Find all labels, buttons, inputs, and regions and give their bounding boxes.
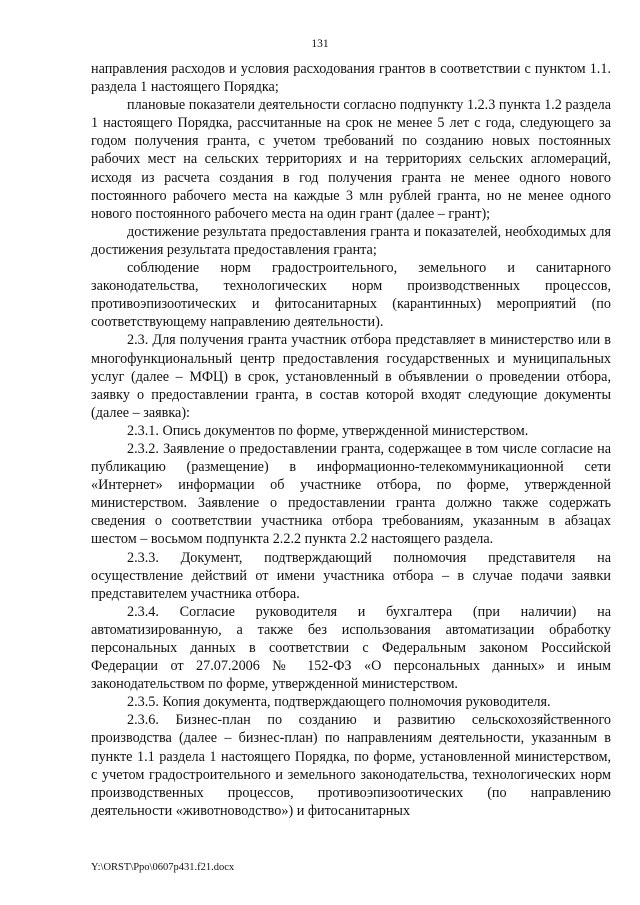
- paragraph: направления расходов и условия расходования грантов в соответствии с пунктом 1.1. раздела 1 настоящего Порядка;: [91, 61, 611, 96]
- paragraph: соблюдение норм градостроительного, земельного и санитарного законодательства, технологических норм производственных процессов, противоэпизоотических и фитосанитарных (карантинных) мероприятий (по соответствующему направлению деятельности).: [91, 260, 611, 331]
- paragraph: 2.3.5. Копия документа, подтверждающего полномочия руководителя.: [127, 694, 551, 711]
- footer-file-path: Y:\ORST\Ppo\0607p431.f21.docx: [91, 862, 235, 873]
- paragraph: достижение результата предоставления гранта и показателей, необходимых для достижения результата предоставления гранта;: [91, 223, 611, 258]
- paragraph: 2.3.1. Опись документов по форме, утвержденной министерством.: [127, 422, 529, 439]
- document-body: [91, 60, 611, 820]
- paragraph: 2.3. Для получения гранта участник отбора представляет в министерство или в многофункциональный центр предоставления государственных и муниципальных услуг (далее – МФЦ) в срок, установленный в объявлении о проведении отбора, заявку о предоставлении гранта, в состав которой входят следующие документы (далее – заявка):: [91, 332, 611, 421]
- paragraph: плановые показатели деятельности согласно подпункту 1.2.3 пункта 1.2 раздела 1 настоящего Порядка, рассчитанные на срок не менее 5 лет с года, следующего за годом получения гранта, с учетом требований по созданию новых постоянных рабочих мест на сельских территориях и на территориях сельских агломераций, исходя из расчета создания в год получения гранта не менее одного нового постоянного рабочего места на каждые 3 млн рублей гранта, но не менее одного нового постоянного рабочего места на один грант (далее – грант);: [91, 97, 611, 222]
- paragraph: 2.3.4. Согласие руководителя и бухгалтера (при наличии) на автоматизированную, а также без использования автоматизации обработку персональных данных в соответствии с Федеральным законом Российской Федерации от 27.07.2006 № 152-ФЗ «О персональных данных» и иным законодательством по форме, утвержденной министерством.: [91, 603, 611, 693]
- paragraph: 2.3.2. Заявление о предоставлении гранта, содержащее в том числе согласие на публикацию (размещение) в информационно-телекоммуникационной сети «Интернет» информации об участнике отбора, по форме, утвержденной министерством. Заявление о предоставлении гранта должно также содержать сведения о соответствии участника отбора требованиям, указанным в абзацах шестом – восьмом подпункта 2.2.2 пункта 2.2 настоящего раздела.: [91, 440, 611, 548]
- paragraph: 2.3.3. Документ, подтверждающий полномочия представителя на осуществление действий от имени участника отбора – в случае подачи заявки представителем участника отбора.: [91, 549, 611, 602]
- page-number: 131: [311, 38, 329, 50]
- paragraph: 2.3.6. Бизнес-план по созданию и развитию сельскохозяйственного производства (далее – бизнес-план) по направлениям деятельности, указанным в пункте 1.1 раздела 1 настоящего Порядка, по форме, установленной министерством, с учетом градостроительного и земельного законодательства, технологических норм производственных процессов, противоэпизоотических (по направлению деятельности «животноводство») и фитосанитарных: [91, 712, 611, 819]
